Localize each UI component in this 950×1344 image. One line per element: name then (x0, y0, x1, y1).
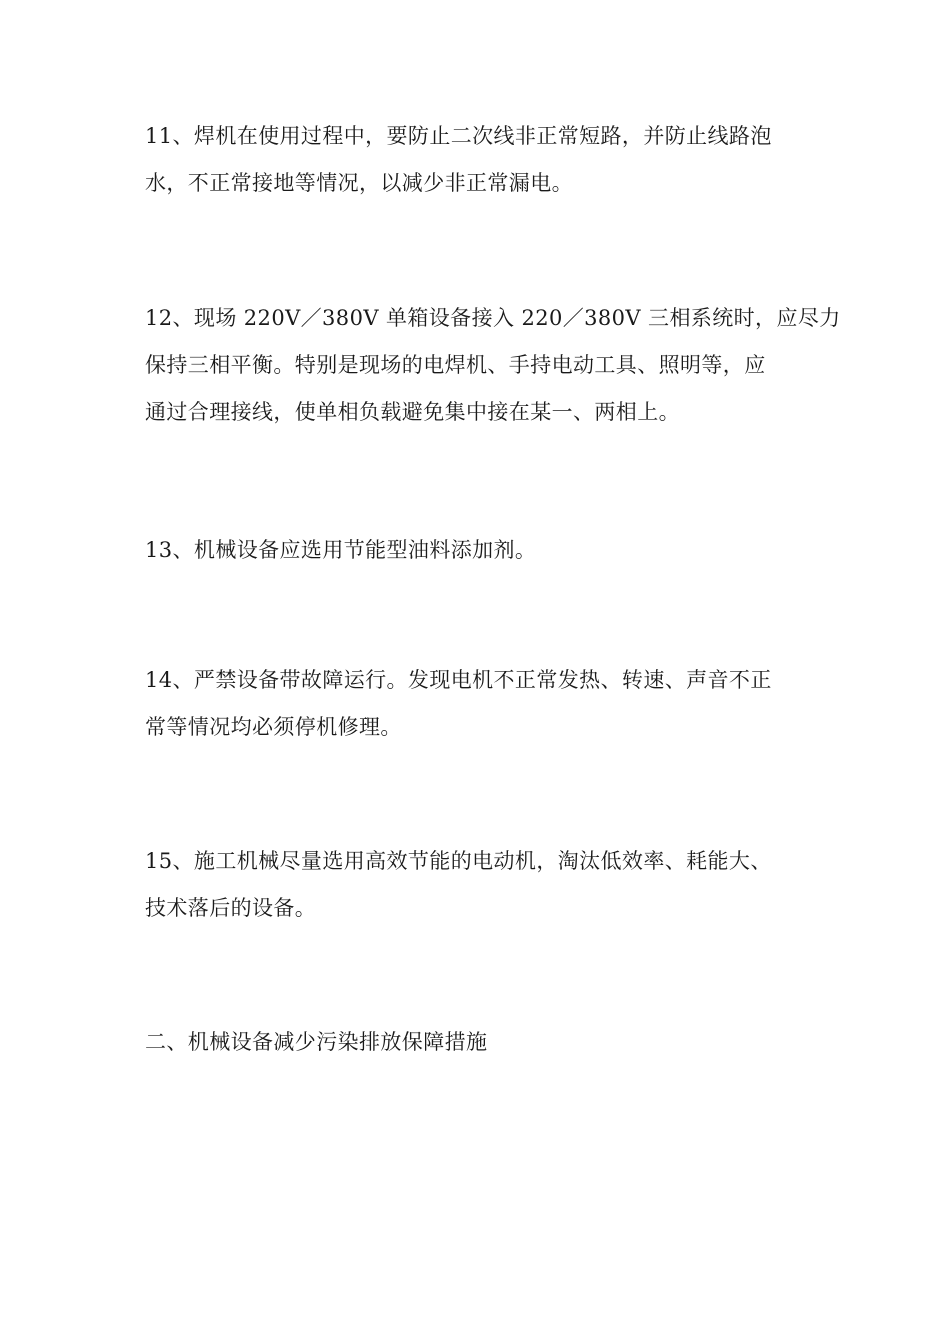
paragraph-line: 12、现场 220V／380V 单箱设备接入 220／380V 三相系统时，应尽力 (145, 306, 841, 330)
paragraph-line: 保持三相平衡。特别是现场的电焊机、手持电动工具、照明等，应 (145, 353, 766, 377)
paragraph-line: 14、严禁设备带故障运行。发现电机不正常发热、转速、声音不正 (145, 668, 772, 692)
paragraph-line: 15、施工机械尽量选用高效节能的电动机，淘汰低效率、耗能大、 (145, 849, 772, 873)
paragraph-14 (145, 657, 810, 751)
section-heading (145, 1019, 810, 1066)
section-heading-text: 二、机械设备减少污染排放保障措施 (145, 1030, 488, 1054)
paragraph-line: 常等情况均必须停机修理。 (145, 715, 402, 739)
paragraph-line: 13、机械设备应选用节能型油料添加剂。 (145, 538, 537, 562)
paragraph-15 (145, 838, 810, 932)
paragraph-12 (145, 295, 841, 436)
paragraph-13 (145, 527, 810, 574)
paragraph-line: 通过合理接线，使单相负载避免集中接在某一、两相上。 (145, 400, 680, 424)
paragraph-line: 11、焊机在使用过程中，要防止二次线非正常短路，并防止线路泡 (145, 124, 772, 148)
paragraph-line: 技术落后的设备。 (145, 896, 317, 920)
paragraph-11 (145, 113, 810, 207)
paragraph-line: 水，不正常接地等情况，以减少非正常漏电。 (145, 171, 573, 195)
